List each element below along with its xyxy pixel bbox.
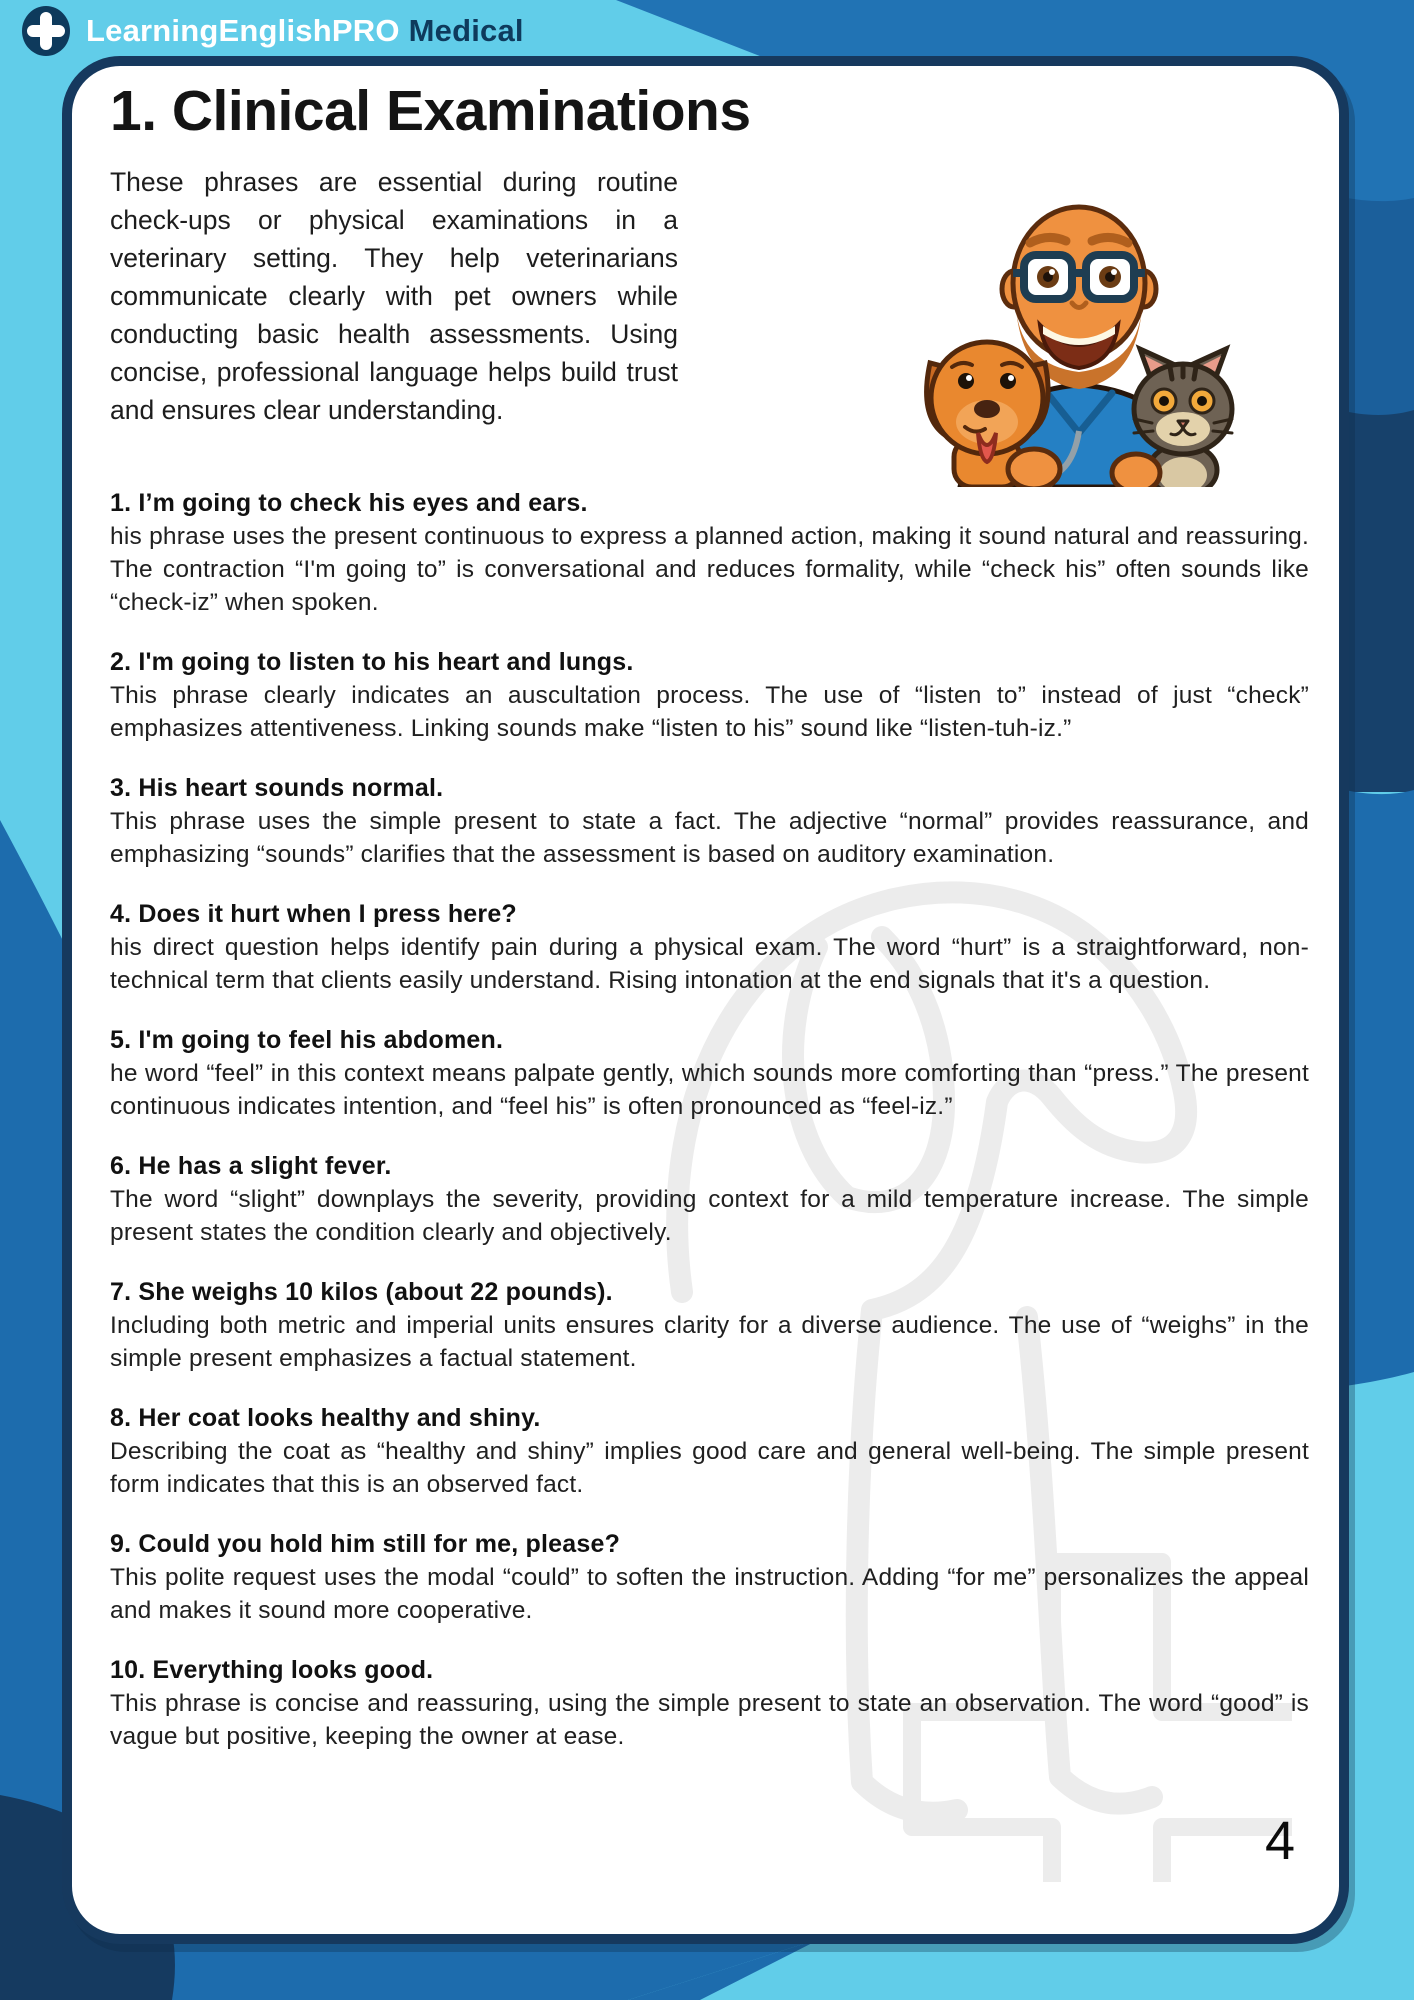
phrase-heading: 2. I'm going to listen to his heart and lungs. — [110, 648, 634, 676]
phrase-section — [110, 1654, 1309, 1753]
phrase-heading: 3. His heart sounds normal. — [110, 774, 444, 802]
phrase-explanation: he word “feel” in this context means palpate gently, which sounds more comforting than “press.” The present continuous indicates intention, and “feel his” is often pronounced as “feel-iz.” — [110, 1060, 1309, 1120]
phrase-explanation: his direct question helps identify pain during a physical exam. The word “hurt” is a straightforward, non-technical term that clients easily understand. Rising intonation at the end signals that it's a question. — [110, 934, 1309, 994]
phrase-explanation: This phrase is concise and reassuring, using the simple present to state an observation. The word “good” is vague but positive, keeping the owner at ease. — [110, 1690, 1309, 1750]
intro-row — [110, 163, 1309, 429]
phrase-heading: 5. I'm going to feel his abdomen. — [110, 1026, 504, 1054]
phrase-explanation: Describing the coat as “healthy and shiny” implies good care and general well-being. The simple present form indicates that this is an observed fact. — [110, 1438, 1309, 1498]
brand-name: LearningEnglishPRO — [86, 13, 400, 48]
phrase-heading: 7. She weighs 10 kilos (about 22 pounds). — [110, 1278, 613, 1306]
phrase-section — [110, 898, 1309, 997]
phrase-section — [110, 1150, 1309, 1249]
intro-paragraph: These phrases are essential during routine check-ups or physical examinations in a veterinary setting. They help veterinarians communicate clearly with pet owners while conducting basic health assessments. Using concise, professional language helps build trust and ensures clear understanding. — [110, 167, 678, 425]
phrase-section — [110, 1276, 1309, 1375]
phrase-explanation: This phrase uses the simple present to state a fact. The adjective “normal” provides reassurance, and emphasizing “sounds” clarifies that the assessment is based on auditory examination. — [110, 808, 1309, 868]
phrase-heading: 6. He has a slight fever. — [110, 1152, 392, 1180]
card-content — [72, 66, 1339, 1934]
phrase-section — [110, 1528, 1309, 1627]
phrase-explanation: The word “slight” downplays the severity, providing context for a mild temperature increase. The simple present states the condition clearly and objectively. — [110, 1186, 1309, 1246]
phrase-section — [110, 1024, 1309, 1123]
vet-with-dog-and-cat-illustration — [882, 167, 1302, 487]
phrase-explanation: This polite request uses the modal “could” to soften the instruction. Adding “for me” personalizes the appeal and makes it sound more cooperative. — [110, 1564, 1309, 1624]
phrase-heading: 10. Everything looks good. — [110, 1656, 434, 1684]
phrase-section — [110, 1402, 1309, 1501]
brand-bar — [20, 5, 524, 57]
brand-title — [86, 13, 524, 49]
phrase-section — [110, 772, 1309, 871]
content-card — [62, 56, 1349, 1944]
phrase-list — [110, 487, 1309, 1753]
phrase-heading: 1. I’m going to check his eyes and ears. — [110, 489, 588, 517]
phrase-section — [110, 487, 1309, 619]
page-number: 4 — [1264, 1811, 1295, 1871]
medical-plus-icon — [20, 5, 72, 57]
phrase-section — [110, 646, 1309, 745]
phrase-heading: 4. Does it hurt when I press here? — [110, 900, 517, 928]
brand-product: Medical — [408, 13, 524, 48]
phrase-explanation: his phrase uses the present continuous to express a planned action, making it sound natural and reassuring. The contraction “I'm going to” is conversational and reduces formality, while “check his” often sounds like “check-iz” when spoken. — [110, 523, 1309, 616]
phrase-explanation: Including both metric and imperial units ensures clarity for a diverse audience. The use of “weighs” in the simple present emphasizes a factual statement. — [110, 1312, 1309, 1372]
page-title: 1. Clinical Examinations — [110, 79, 751, 143]
phrase-heading: 8. Her coat looks healthy and shiny. — [110, 1404, 541, 1432]
phrase-heading: 9. Could you hold him still for me, please? — [110, 1530, 621, 1558]
phrase-explanation: This phrase clearly indicates an auscultation process. The use of “listen to” instead of just “check” emphasizes attentiveness. Linking sounds make “listen to his” sound like “listen-tuh-iz.” — [110, 682, 1309, 742]
